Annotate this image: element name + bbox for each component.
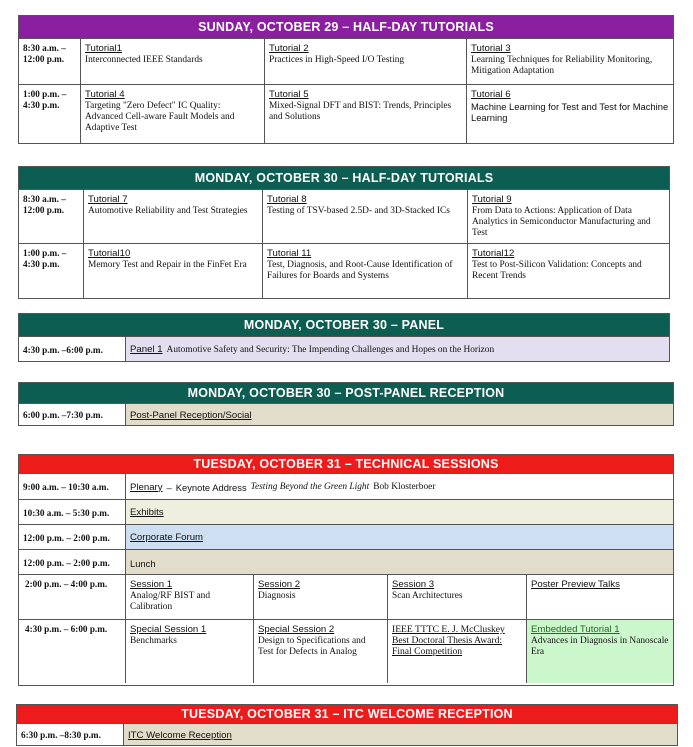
tutorial-title: Machine Learning for Test and Test for Machine Learning: [471, 101, 669, 123]
reception-link[interactable]: Post-Panel Reception/Social: [130, 409, 252, 421]
session-link[interactable]: Session 2: [258, 579, 301, 590]
session-cell: [125, 575, 253, 619]
corporate-forum-link[interactable]: Corporate Forum: [130, 532, 204, 543]
time-cell: 12:00 p.m. – 2:00 p.m.: [23, 557, 110, 568]
time-cell: 2:00 p.m. – 4:00 p.m.: [25, 579, 108, 589]
table-row: [17, 723, 677, 745]
tutorial-title: Automotive Reliability and Test Strategies: [88, 206, 248, 216]
exhibits-link[interactable]: Exhibits: [130, 507, 164, 518]
tutorial-cell: [83, 244, 262, 298]
session-title: Advances in Diagnosis in Nanoscale Era: [531, 636, 669, 657]
keynote-speaker: Bob Klosterboer: [373, 482, 436, 492]
time-cell: 6:00 p.m. –7:30 p.m.: [23, 410, 103, 420]
tutorial-title: Test to Post-Silicon Validation: Concepts and Recent Trends: [472, 260, 642, 281]
monday-tutorials-table: [18, 166, 670, 299]
embedded-tutorial-link[interactable]: Embedded Tutorial 1: [531, 624, 620, 635]
tutorial-link[interactable]: Tutorial12: [472, 248, 515, 259]
plenary-separator: –: [166, 482, 172, 493]
table-row: [19, 84, 673, 143]
panel-header: MONDAY, OCTOBER 30 – PANEL: [19, 314, 669, 336]
tutorial-title: Testing of TSV-based 2.5D- and 3D-Stacked ICs: [267, 206, 450, 216]
tutorial-link[interactable]: Tutorial 4: [85, 89, 125, 100]
session-title: Scan Architectures: [392, 591, 463, 601]
monday-header: MONDAY, OCTOBER 30 – HALF-DAY TUTORIALS: [19, 167, 669, 189]
table-row: [19, 473, 673, 499]
tutorial-cell: [467, 244, 669, 298]
welcome-reception-link[interactable]: ITC Welcome Reception: [128, 729, 232, 741]
tutorial-link[interactable]: Tutorial1: [85, 43, 122, 54]
time-cell: 1:00 p.m. – 4:30 p.m.: [23, 248, 67, 269]
tutorial-cell: [83, 190, 262, 243]
time-cell: 1:00 p.m. – 4:30 p.m.: [23, 89, 67, 110]
panel-table: [18, 313, 670, 362]
table-row: [19, 189, 669, 243]
session-link[interactable]: Session 1: [130, 579, 173, 590]
session-title: Diagnosis: [258, 591, 296, 601]
tutorial-title: Learning Techniques for Reliability Monitoring, Mitigation Adaptation: [471, 55, 653, 76]
time-cell: 12:00 p.m. – 2:00 p.m.: [23, 532, 110, 543]
session-cell: [526, 575, 673, 619]
table-row: [19, 38, 673, 84]
table-row: [19, 499, 673, 524]
award-link[interactable]: IEEE TTTC E. J. McCluskey Best Doctoral Thesis Award: Final Competition: [392, 624, 505, 657]
reception-header: MONDAY, OCTOBER 30 – POST-PANEL RECEPTION: [19, 383, 673, 403]
tutorial-cell: [262, 190, 467, 243]
table-row: [19, 549, 673, 574]
tutorial-cell: [264, 39, 466, 84]
tutorial-title: Memory Test and Repair in the FinFet Era: [88, 260, 247, 270]
table-row: [19, 574, 673, 619]
session-title: Benchmarks: [130, 636, 177, 646]
welcome-cell: [123, 724, 677, 745]
session-cell: [253, 620, 387, 683]
tutorial-link[interactable]: Tutorial 5: [269, 89, 309, 100]
poster-preview-link[interactable]: Poster Preview Talks: [531, 579, 620, 590]
time-cell: 10:30 a.m. – 5:30 p.m.: [23, 507, 110, 518]
tutorial-title: Mixed-Signal DFT and BIST: Trends, Principles and Solutions: [269, 101, 452, 122]
reception-table: [18, 382, 674, 426]
time-cell: 8:30 a.m. – 12:00 p.m.: [23, 43, 66, 64]
session-link[interactable]: Session 3: [392, 579, 435, 590]
forum-cell: [125, 525, 673, 549]
session-link[interactable]: Special Session 2: [258, 624, 335, 635]
welcome-header: TUESDAY, OCTOBER 31 – ITC WELCOME RECEPTION: [17, 705, 677, 723]
tutorial-cell: [80, 85, 264, 143]
keynote-title: Testing Beyond the Green Light: [250, 482, 370, 492]
session-cell: [387, 620, 526, 683]
tuesday-sessions-table: [18, 454, 674, 686]
panel-title: Automotive Safety and Security: The Impending Challenges and Hopes on the Horizon: [166, 344, 495, 355]
tutorial-title: Interconnected IEEE Standards: [85, 55, 203, 65]
tutorial-link[interactable]: Tutorial10: [88, 248, 131, 259]
tutorial-cell: [80, 39, 264, 84]
tutorial-link[interactable]: Tutorial 8: [267, 194, 307, 205]
session-title: Analog/RF BIST and Calibration: [130, 591, 211, 612]
tutorial-cell: [466, 85, 673, 143]
tutorial-cell: [466, 39, 673, 84]
time-cell: 8:30 a.m. – 12:00 p.m.: [23, 194, 66, 215]
sunday-tutorials-table: [18, 15, 674, 144]
exhibits-cell: [125, 500, 673, 524]
table-row: [19, 336, 669, 361]
session-title: Design to Specifications and Test for Defects in Analog: [258, 636, 366, 657]
tutorial-link[interactable]: Tutorial 3: [471, 43, 511, 54]
session-link[interactable]: Special Session 1: [130, 624, 207, 635]
session-cell: [526, 620, 673, 683]
session-cell: [125, 620, 253, 683]
keynote-label: Keynote Address: [175, 482, 247, 493]
time-cell: 4:30 p.m. – 6:00 p.m.: [25, 624, 108, 634]
tutorial-link[interactable]: Tutorial 6: [471, 89, 511, 100]
tutorial-title: Targeting "Zero Defect" IC Quality: Advanced Cell-aware Fault Models and Adaptive Test: [85, 101, 235, 133]
table-row: [19, 243, 669, 298]
tutorial-title: Test, Diagnosis, and Root-Cause Identification of Failures for Boards and Systems: [267, 260, 453, 281]
table-row: [19, 524, 673, 549]
tutorial-title: From Data to Actions: Application of Data Analytics in Semiconductor Manufacturing and Test: [472, 206, 651, 238]
tutorial-cell: [467, 190, 669, 243]
table-row: [19, 403, 673, 425]
tutorial-cell: [262, 244, 467, 298]
session-cell: [253, 575, 387, 619]
tutorial-link[interactable]: Tutorial 7: [88, 194, 128, 205]
tutorial-title: Practices in High-Speed I/O Testing: [269, 55, 405, 65]
tuesday-header: TUESDAY, OCTOBER 31 – TECHNICAL SESSIONS: [19, 455, 673, 473]
sunday-header: SUNDAY, OCTOBER 29 – HALF-DAY TUTORIALS: [19, 16, 673, 38]
time-cell: 4:30 p.m. –6:00 p.m.: [23, 344, 103, 355]
reception-cell: [125, 404, 673, 425]
lunch-label: Lunch: [130, 557, 156, 569]
tutorial-link[interactable]: Tutorial 9: [472, 194, 512, 205]
tutorial-link[interactable]: Tutorial 2: [269, 43, 309, 54]
time-cell: 9:00 a.m. – 10:30 a.m.: [23, 482, 109, 492]
time-cell: 6:30 p.m. –8:30 p.m.: [21, 730, 101, 740]
lunch-cell: [125, 550, 673, 574]
plenary-link[interactable]: Plenary: [130, 481, 163, 493]
tutorial-cell: [264, 85, 466, 143]
panel-cell: [125, 337, 669, 361]
plenary-cell: [125, 474, 673, 499]
table-row: [19, 619, 673, 683]
tutorial-link[interactable]: Tutorial 11: [267, 248, 312, 259]
panel-link[interactable]: Panel 1: [130, 344, 163, 355]
welcome-reception-table: [16, 704, 678, 746]
session-cell: [387, 575, 526, 619]
